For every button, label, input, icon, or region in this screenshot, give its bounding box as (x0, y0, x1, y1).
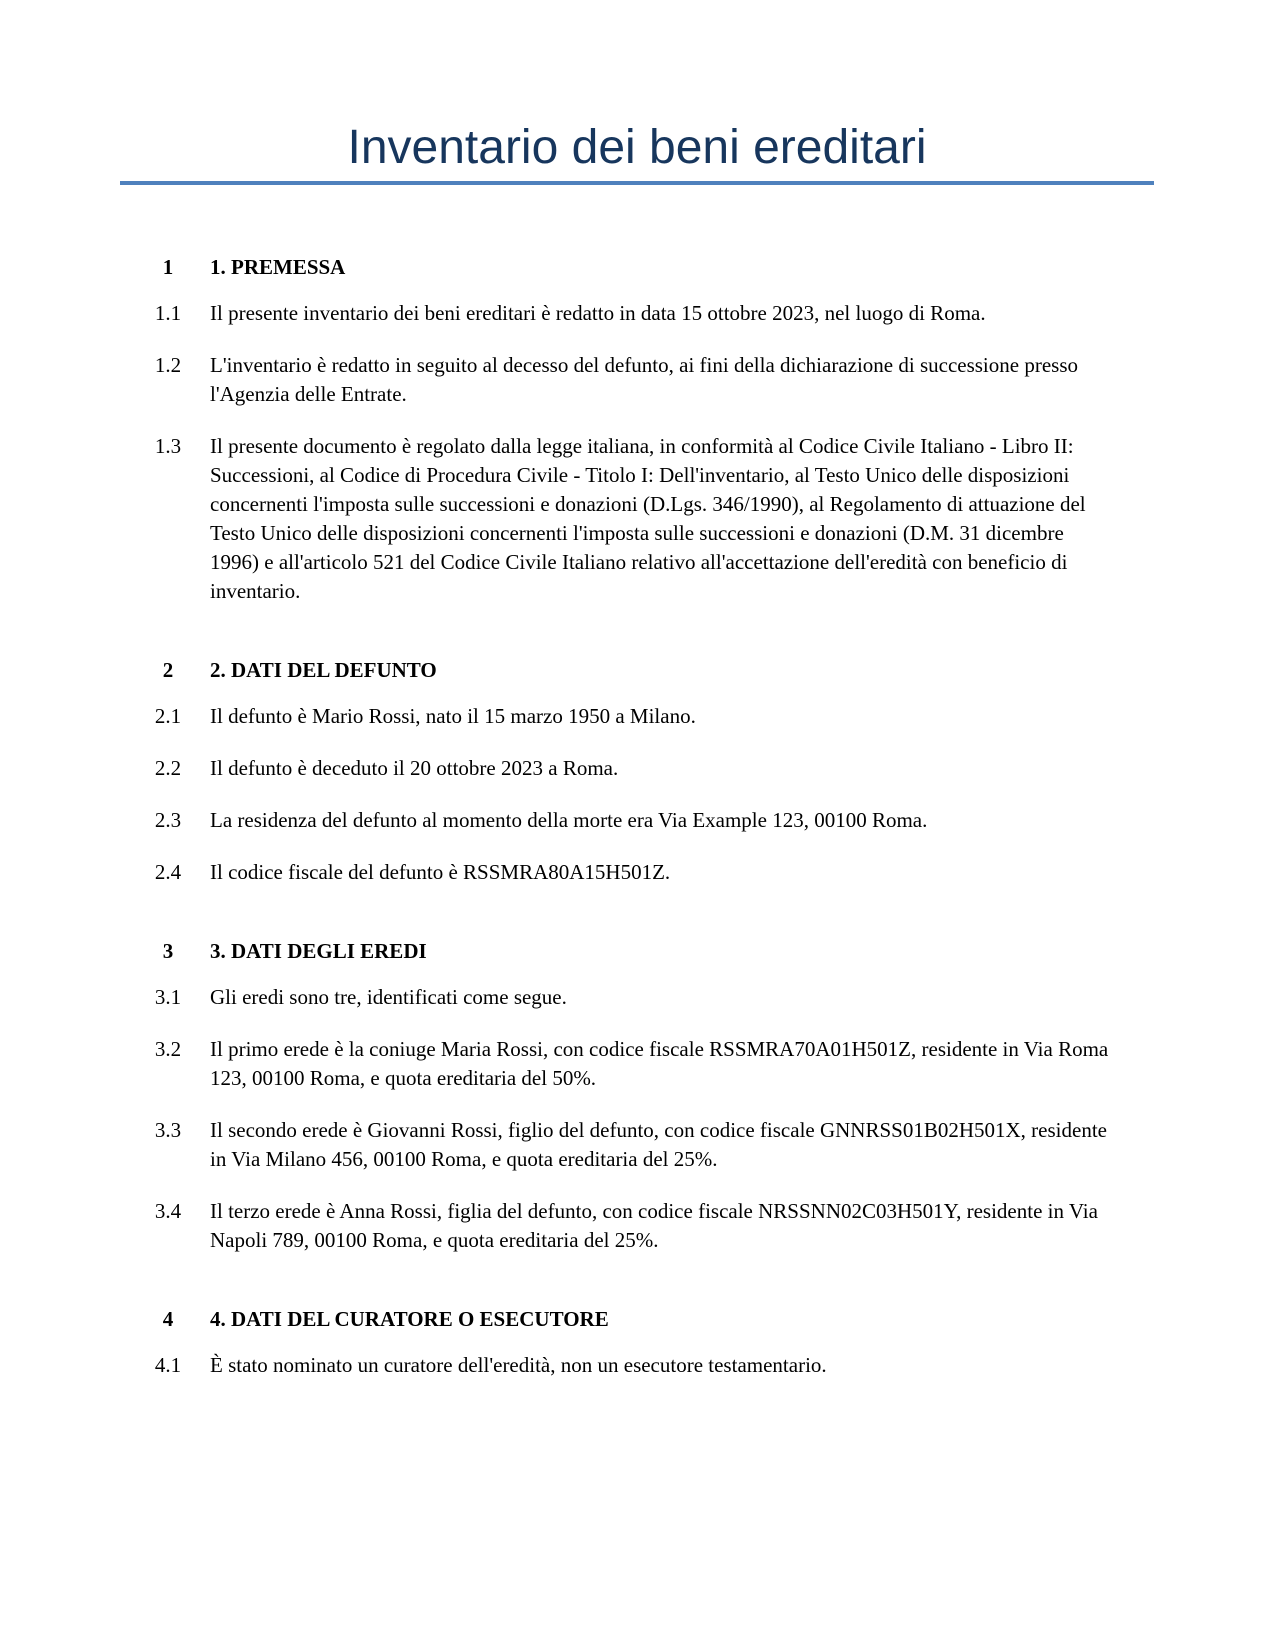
section-heading-label: 4. DATI DEL CURATORE O ESECUTORE (210, 1307, 609, 1331)
paragraph-row (120, 806, 1154, 835)
paragraph-text: Il defunto è deceduto il 20 ottobre 2023 a Roma. (210, 756, 619, 780)
document-title: Inventario dei beni ereditari (347, 121, 927, 174)
paragraph-text: Gli eredi sono tre, identificati come segue. (210, 985, 567, 1009)
paragraph-row (120, 858, 1154, 887)
paragraph-row (120, 299, 1154, 328)
paragraph-text: Il defunto è Mario Rossi, nato il 15 marzo 1950 a Milano. (210, 704, 696, 728)
paragraph-text: Il terzo erede è Anna Rossi, figlia del defunto, con codice fiscale NRSSNN02C03H501Y, residente in Via Napoli 789, 00100 Roma, e quota ereditaria del 25%. (210, 1199, 1098, 1252)
paragraph-number: 3.3 (154, 1118, 182, 1142)
section-heading (120, 656, 1154, 685)
section-premessa (120, 253, 1154, 606)
paragraph-number: 2.1 (154, 704, 182, 728)
paragraph-number: 3.2 (154, 1037, 182, 1061)
section-number: 2 (162, 658, 174, 682)
section-heading-label: 1. PREMESSA (210, 255, 346, 279)
section-number: 4 (162, 1307, 174, 1331)
section-heading (120, 253, 1154, 282)
section-heading (120, 937, 1154, 966)
paragraph-row (120, 1116, 1154, 1174)
paragraph-number: 1.1 (154, 301, 182, 325)
section-number: 3 (162, 939, 174, 963)
section-dati-del-curatore (120, 1305, 1154, 1380)
paragraph-text: Il secondo erede è Giovanni Rossi, figlio del defunto, con codice fiscale GNNRSS01B02H501X, residente in Via Milano 456, 00100 Roma, e quota ereditaria del 25%. (210, 1118, 1107, 1171)
paragraph-text: Il codice fiscale del defunto è RSSMRA80A15H501Z. (210, 860, 671, 884)
paragraph-text: Il presente documento è regolato dalla legge italiana, in conformità al Codice Civile Italiano - Libro II: Successioni, al Codice di Procedura Civile - Titolo I: Dell'inventario, al Testo Unico delle disposizioni concernenti l'imposta sulle successioni e donazioni (D.Lgs. 346/1990), al Regolamento di attuazione del Testo Unico delle disposizioni concernenti l'imposta sulle successioni e donazioni (D.M. 31 dicembre 1996) e all'articolo 521 del Codice Civile Italiano relativo all'accettazione dell'eredità con beneficio di inventario. (210, 434, 1086, 603)
paragraph-number: 3.1 (154, 985, 182, 1009)
document-body (120, 185, 1154, 1380)
paragraph-row (120, 1351, 1154, 1380)
paragraph-number: 2.2 (154, 756, 182, 780)
paragraph-text: Il presente inventario dei beni ereditari è redatto in data 15 ottobre 2023, nel luogo di Roma. (210, 301, 986, 325)
paragraph-row (120, 983, 1154, 1012)
title-block (120, 120, 1154, 185)
section-heading-label: 3. DATI DEGLI EREDI (210, 939, 427, 963)
paragraph-row (120, 432, 1154, 606)
paragraph-text: L'inventario è redatto in seguito al decesso del defunto, ai fini della dichiarazione di successione presso l'Agenzia delle Entrate. (210, 353, 1078, 406)
paragraph-text: Il primo erede è la coniuge Maria Rossi, con codice fiscale RSSMRA70A01H501Z, residente in Via Roma 123, 00100 Roma, e quota ereditaria del 50%. (210, 1037, 1109, 1090)
paragraph-row (120, 754, 1154, 783)
paragraph-number: 3.4 (154, 1199, 182, 1223)
paragraph-number: 2.4 (154, 860, 182, 884)
paragraph-text: È stato nominato un curatore dell'eredità, non un esecutore testamentario. (210, 1353, 827, 1377)
section-heading (120, 1305, 1154, 1334)
paragraph-text: La residenza del defunto al momento della morte era Via Example 123, 00100 Roma. (210, 808, 928, 832)
paragraph-number: 4.1 (154, 1353, 182, 1377)
section-heading-label: 2. DATI DEL DEFUNTO (210, 658, 437, 682)
paragraph-row (120, 702, 1154, 731)
section-dati-del-defunto (120, 656, 1154, 887)
paragraph-number: 1.3 (154, 434, 182, 458)
section-number: 1 (162, 255, 174, 279)
section-dati-degli-eredi (120, 937, 1154, 1255)
paragraph-number: 2.3 (154, 808, 182, 832)
paragraph-row (120, 1197, 1154, 1255)
paragraph-row (120, 1035, 1154, 1093)
paragraph-number: 1.2 (154, 353, 182, 377)
paragraph-row (120, 351, 1154, 409)
